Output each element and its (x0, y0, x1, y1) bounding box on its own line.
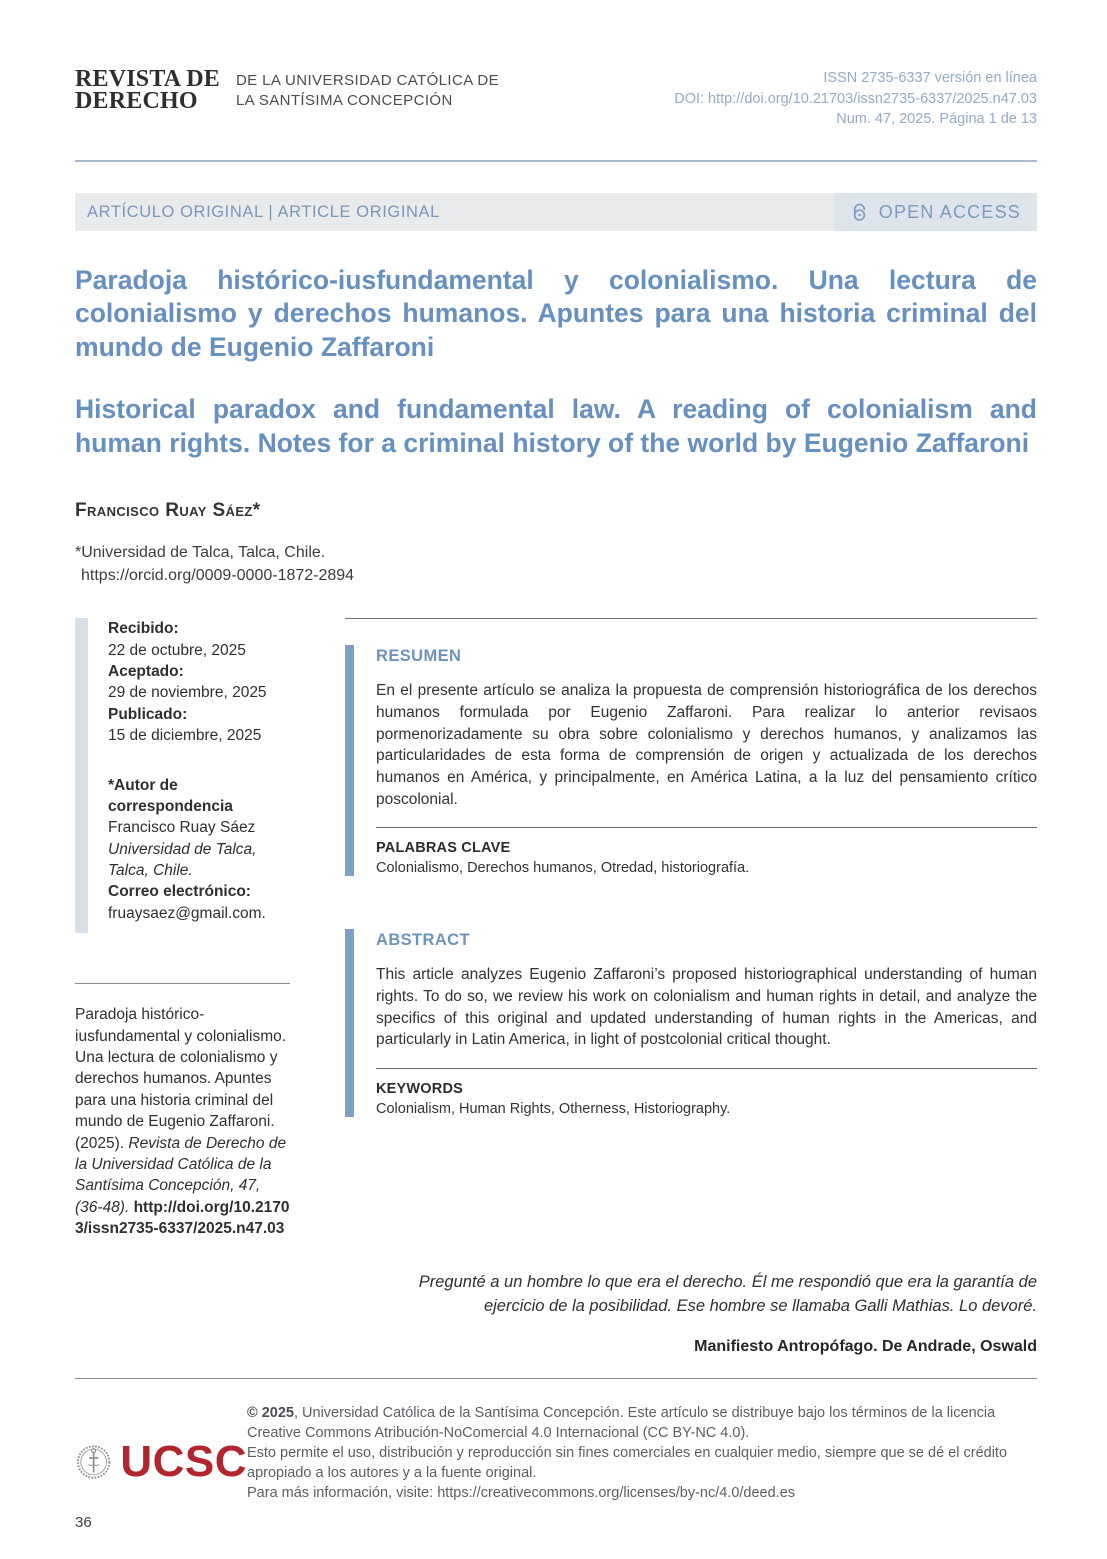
palabras-clave-label: PALABRAS CLAVE (376, 840, 511, 857)
citation-source: Revista de Derecho de la Universidad Católica de la Santísima Concepción, 47, (36-48). (75, 1134, 287, 1216)
correspondence-name: Francisco Ruay Sáez (108, 819, 256, 837)
article-type-banner (75, 193, 1037, 231)
article-type-label: ARTÍCULO ORIGINAL | ARTICLE ORIGINAL (87, 202, 440, 221)
content-columns (75, 618, 1037, 1239)
license-text-block (247, 1403, 1037, 1503)
article-dates-block (75, 618, 290, 933)
affiliation-text: *Universidad de Talca, Talca, Chile. (75, 543, 326, 561)
license-line-3-prefix: Para más información, visite: (247, 1485, 438, 1502)
keywords-divider (376, 1068, 1037, 1069)
page-number: 36 (75, 1514, 92, 1531)
article-title-english: Historical paradox and fundamental law. A reading of colonialism and human rights. Notes for a criminal history of the world by Eugenio Zaffaroni (75, 394, 1037, 458)
journal-subtitle (236, 68, 499, 110)
doi-link[interactable]: DOI: http://doi.org/10.21703/issn2735-6337/2025.n47.03 (674, 90, 1037, 107)
journal-meta (674, 68, 1037, 130)
journal-logo-line2: DERECHO (75, 88, 198, 115)
ucsc-logo-text: UCSC (120, 1437, 247, 1487)
accepted-date: 29 de noviembre, 2025 (108, 684, 267, 702)
page-header (75, 68, 1037, 134)
published-label: Publicado: (108, 705, 188, 723)
article-title-spanish: Paradoja histórico-iusfundamental y colonialismo. Una lectura de colonialismo y derechos humanos. Apuntes para una historia criminal del mundo de Eugenio Zaffaroni (75, 265, 1037, 362)
open-lock-icon (849, 202, 870, 223)
epigraph-quote: Pregunté a un hombre lo que era el derecho. Él me respondió que era la garantía de ejercicio de la posibilidad. Ese hombre se llamaba Galli Mathias. Lo devoré. (418, 1273, 1037, 1316)
open-access-badge[interactable] (835, 193, 1037, 231)
spacer (345, 876, 1037, 903)
open-access-label: OPEN ACCESS (878, 201, 1021, 222)
license-line-1-text: , Universidad Católica de la Santísima Concepción. Este artículo se distribuye bajo los términos de la licencia Creative Commons Atribución-NoComercial 4.0 Internacional (CC BY-NC 4.0). (247, 1405, 996, 1442)
palabras-clave-divider (376, 827, 1037, 828)
spacer (108, 747, 290, 775)
license-line-3 (247, 1483, 1037, 1503)
journal-subtitle-line2: LA SANTÍSIMA CONCEPCIÓN (235, 91, 453, 109)
journal-logo-line1: REVISTA DE (75, 66, 220, 92)
published-date: 15 de diciembre, 2025 (108, 727, 262, 745)
received-date: 22 de octubre, 2025 (108, 641, 246, 659)
abstract-section (345, 929, 1037, 1117)
ucsc-crest-icon (75, 1431, 112, 1493)
citation-text: Paradoja histórico-iusfundamental y colonialismo. Una lectura de colonialismo y derechos humanos. Apuntes para una historia criminal del mundo de Eugenio Zaffaroni. (2025). (75, 1006, 287, 1152)
journal-brand (75, 66, 499, 115)
cc-license-link[interactable]: https://creativecommons.org/licenses/by-nc/4.0/deed.es (437, 1485, 796, 1502)
author-affiliation-block (75, 541, 1037, 587)
journal-subtitle-line1: DE LA UNIVERSIDAD CATÓLICA DE (235, 72, 499, 89)
resumen-body: En el presente artículo se analiza la propuesta de comprensión historiográfica de los derechos humanos formulada por Eugenio Zaffaroni. Para realizar lo anterior revisaos pormenorizadamente su obra sobre colonialismo y derechos humanos, y analizamos las particularidades de esta forma de comprensión de origen y actualizada de los derechos humanos en América, y principalmente, en América Latina, a la luz del pensamiento crítico poscolonial. (376, 682, 1037, 808)
email-label: Correo electrónico: (108, 883, 251, 901)
orcid-link[interactable]: https://orcid.org/0009-0000-1872-2894 (81, 567, 355, 585)
abstracts-column (345, 618, 1037, 1239)
page-footer (75, 1403, 1037, 1503)
received-label: Recibido: (108, 620, 179, 638)
left-sidebar (75, 618, 290, 1239)
email-link[interactable]: fruaysaez@gmail.com. (108, 904, 266, 922)
issn-text: ISSN 2735-6337 versión en línea (823, 70, 1037, 86)
correspondence-label: *Autor de correspondencia (108, 776, 233, 815)
epigraph-attribution: Manifiesto Antropófago. De Andrade, Oswald (694, 1338, 1037, 1356)
keywords-text: Colonialism, Human Rights, Otherness, Historiography. (376, 1101, 731, 1118)
citation-block (75, 1004, 290, 1239)
resumen-heading: RESUMEN (376, 647, 462, 666)
abstract-body: This article analyzes Eugenio Zaffaroni’s proposed historiographical understanding of human rights. To do so, we review his work on colonialism and human rights in detail, and analyze the specifics of this original and updated understanding of human rights in the Americas, and particularly in Latin America, in light of postcolonial critical thought. (376, 966, 1037, 1049)
accepted-label: Aceptado: (108, 663, 184, 680)
journal-logo (75, 66, 220, 115)
ucsc-logo (75, 1431, 247, 1493)
license-line-2: Esto permite el uso, distribución y reproducción sin fines comerciales en cualquier medio, siempre que se dé el crédito apropiado a los autores y a la fuente original. (247, 1445, 1008, 1482)
footer-divider (75, 1378, 1037, 1379)
abstract-heading: ABSTRACT (376, 931, 470, 950)
palabras-clave-text: Colonialismo, Derechos humanos, Otredad, historiografía. (376, 860, 750, 877)
license-line-1 (247, 1403, 1037, 1443)
citation-divider (75, 983, 290, 984)
copyright-year: © 2025 (247, 1405, 294, 1422)
author-name: Francisco Ruay Sáez* (75, 499, 261, 521)
abstract-top-divider (345, 618, 1037, 619)
epigraph-block (375, 1271, 1037, 1356)
citation-doi-link[interactable]: http://doi.org/10.21703/issn2735-6337/2025.n47.03 (75, 1198, 290, 1237)
header-divider (75, 160, 1037, 162)
issue-page-info: Num. 47, 2025. Página 1 de 13 (836, 111, 1037, 128)
resumen-section (345, 645, 1037, 876)
correspondence-affiliation: Universidad de Talca, Talca, Chile. (108, 840, 257, 879)
keywords-label: KEYWORDS (376, 1081, 463, 1098)
